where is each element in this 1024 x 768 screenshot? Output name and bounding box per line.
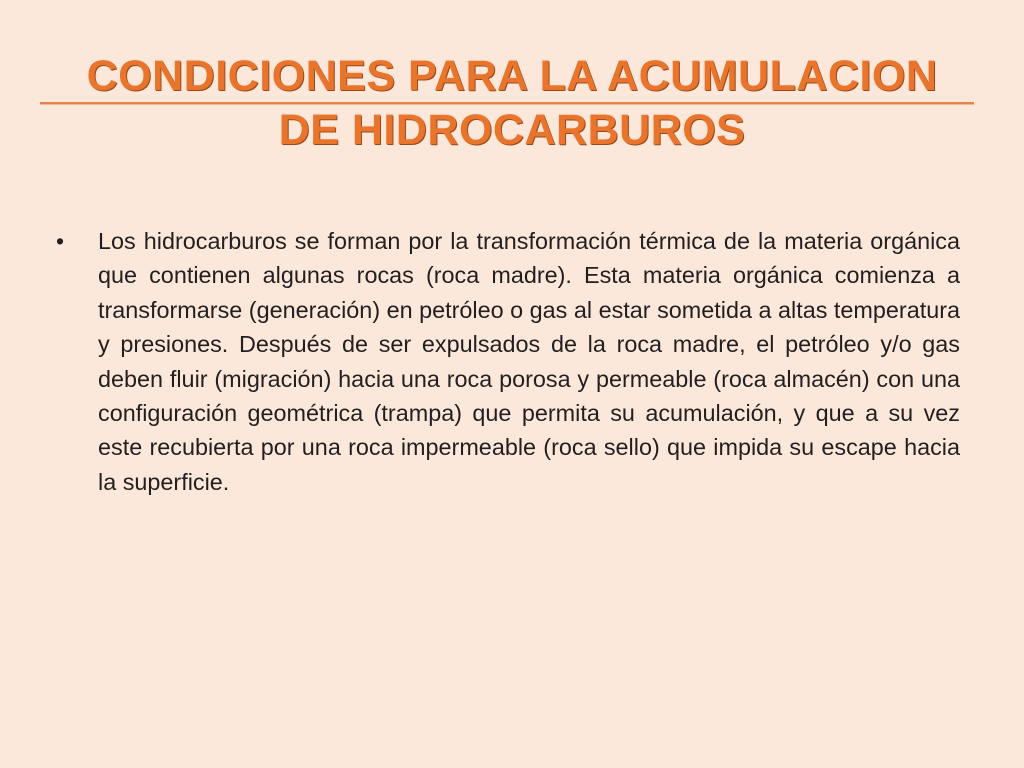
bullet-item [56,224,960,499]
bullet-marker: • [56,228,65,254]
bullet-text: Los hidrocarburos se forman por la transformación térmica de la materia orgánica que contienen algunas rocas (roca madre). Esta materia orgánica comienza a transformarse (generación) en petróleo o gas al estar sometida a altas temperatura y presiones. Después de ser expulsados de la roca madre, el petróleo y/o gas deben fluir (migración) hacia una roca porosa y permeable (roca almacén) con una configuración geométrica (trampa) que permita su acumulación, y que a su vez este recubierta por una roca impermeable (roca sello) que impida su escape hacia la superficie. [98,228,961,495]
title-line-2: DE HIDROCARBUROS [278,106,746,154]
bullet-list [56,224,960,499]
title-line-1: CONDICIONES PARA LA ACUMULACION [86,52,938,100]
title-divider [40,102,974,104]
